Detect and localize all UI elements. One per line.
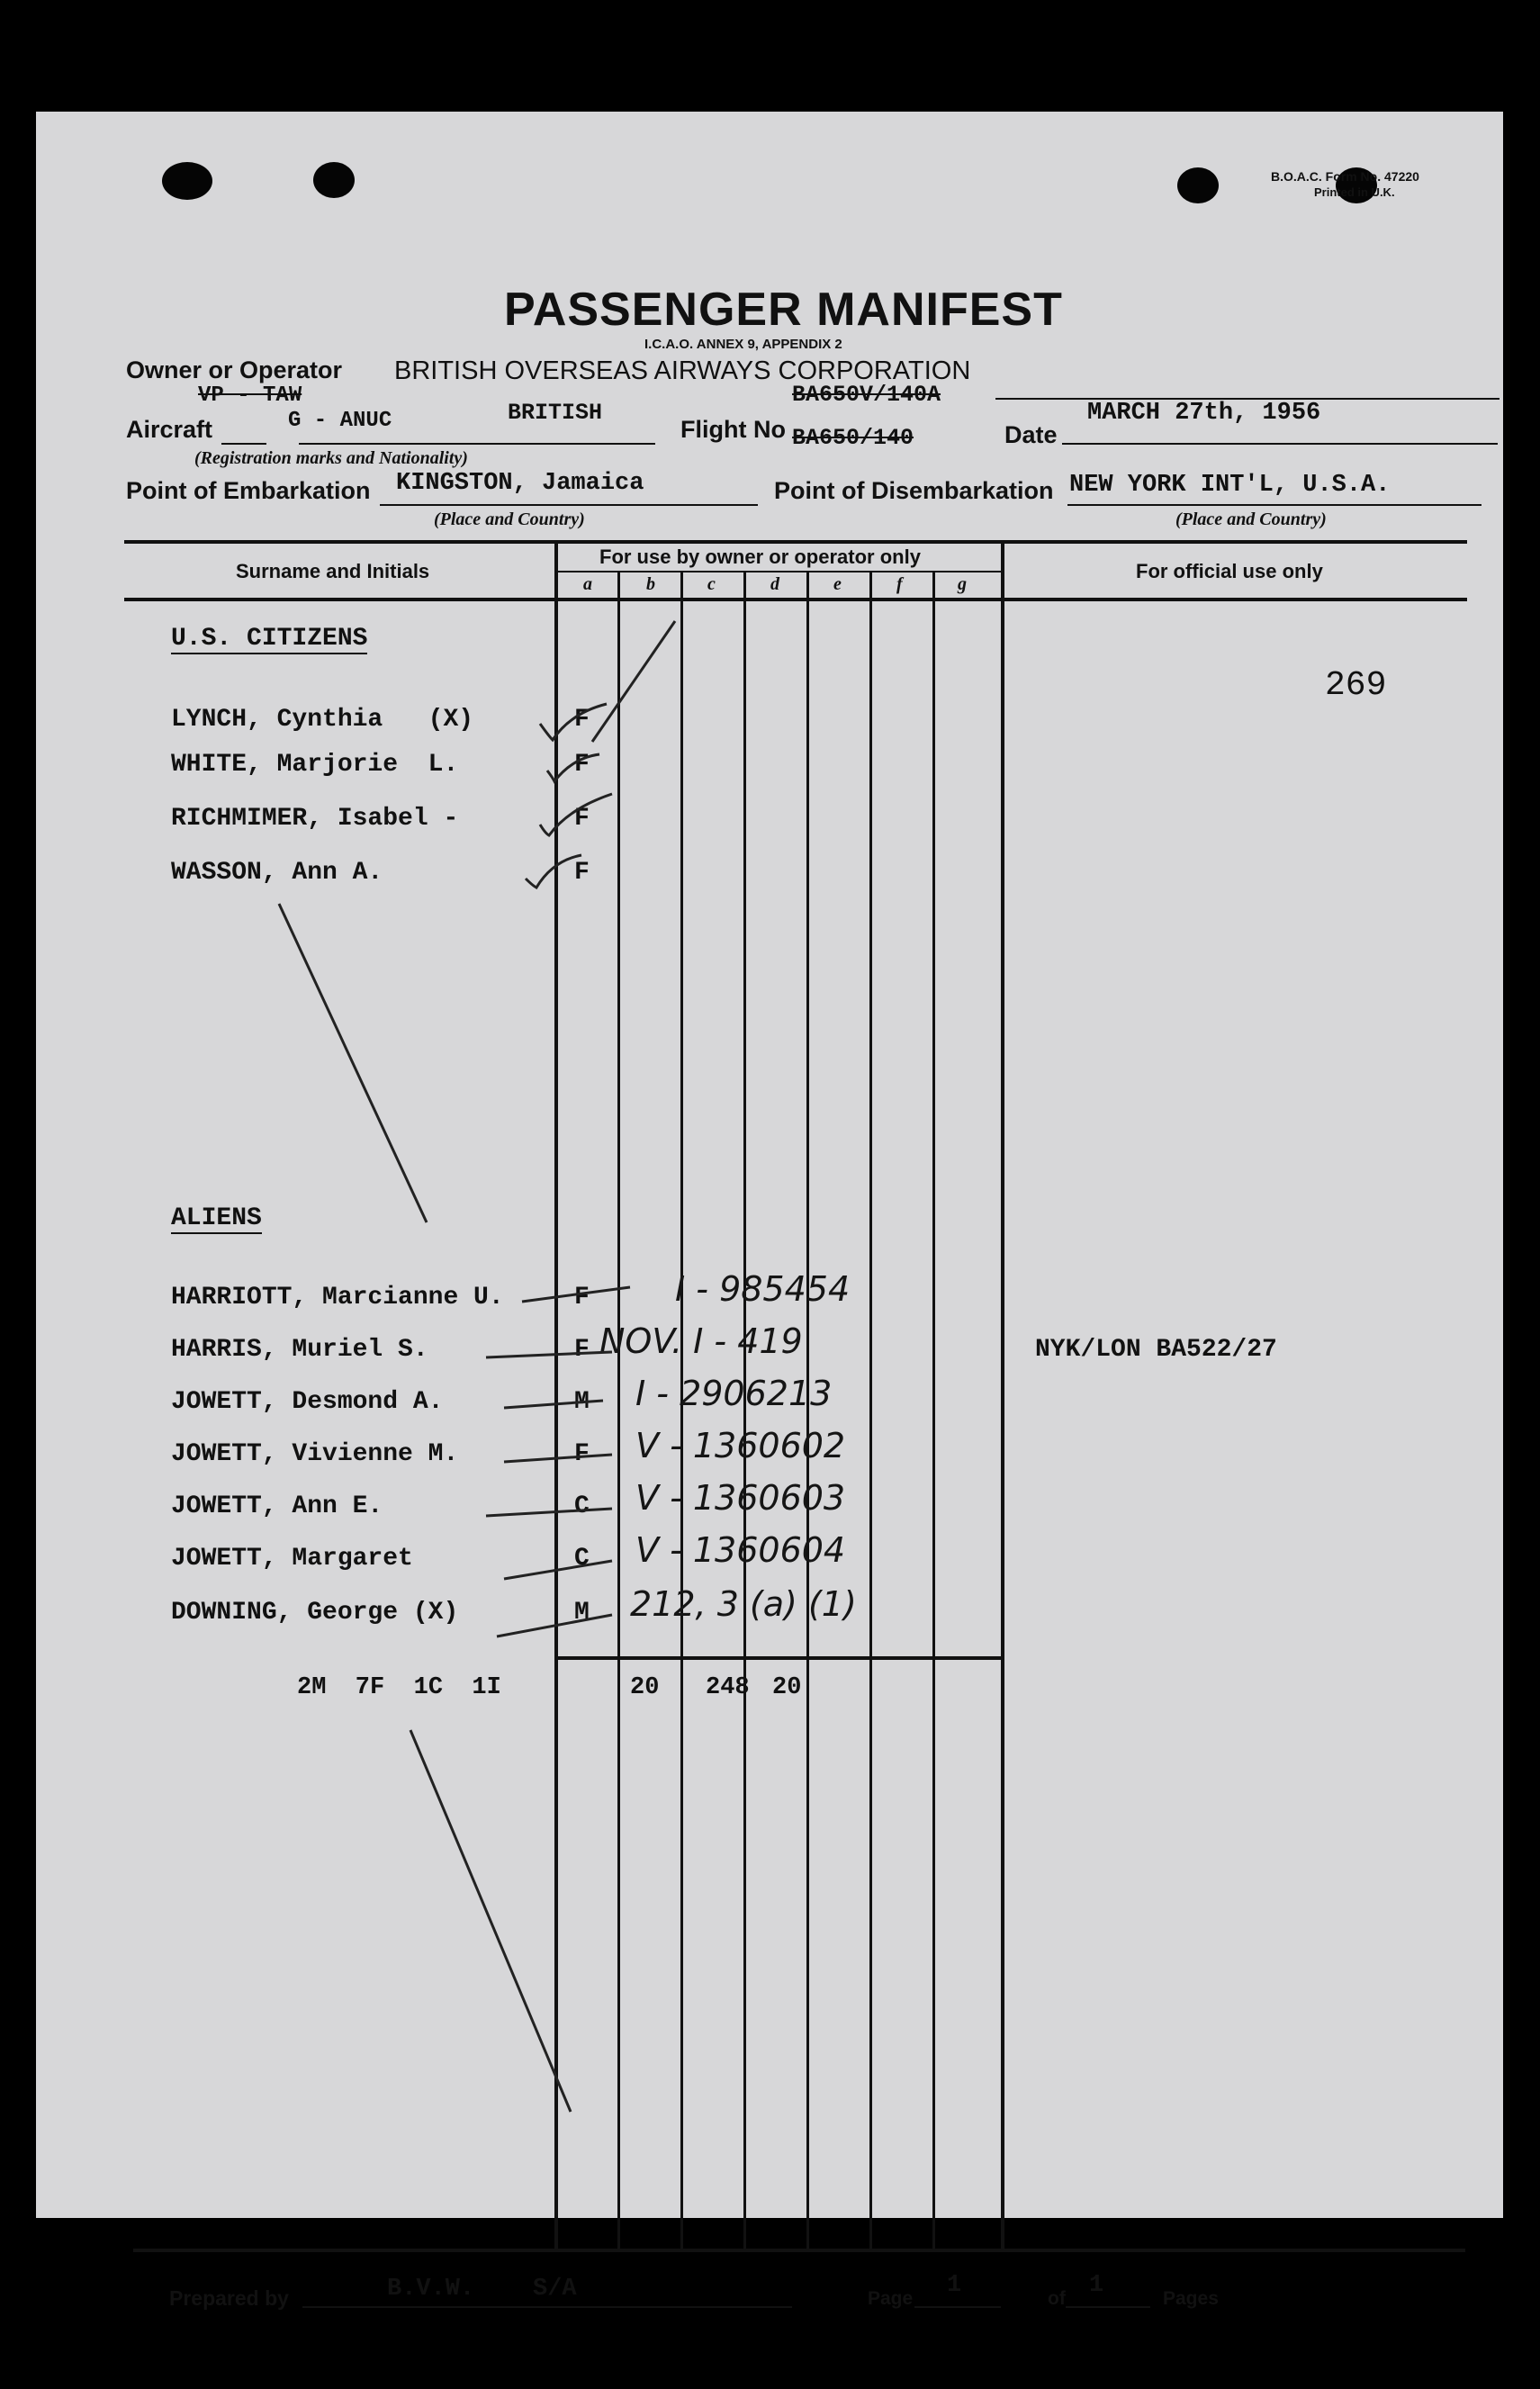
section-us-citizens: U.S. CITIZENS xyxy=(171,625,368,653)
date-value: MARCH 27th, 1956 xyxy=(1087,400,1321,427)
col-owner-use-header: For use by owner or operator only xyxy=(599,545,921,568)
prepared-value: B.V.W. S/A xyxy=(387,2276,577,2303)
alien-passenger-note: NOV. I - 419 xyxy=(599,1321,803,1361)
total-col-d: 20 xyxy=(772,1674,802,1701)
alien-passenger-note: I - 2906213 xyxy=(635,1374,833,1413)
us-passenger-code: F xyxy=(574,751,590,779)
diagonal-slash xyxy=(410,1730,571,2112)
form-number-note: B.O.A.C. Form No. 47220 xyxy=(1271,169,1419,184)
col-letter-e: e xyxy=(833,574,842,594)
us-passenger-name: WHITE, Marjorie L. xyxy=(171,751,459,779)
printed-note: Printed in U.K. xyxy=(1314,185,1395,199)
col-official-header: For official use only xyxy=(1136,560,1323,582)
disembarkation-value: NEW YORK INT'L, U.S.A. xyxy=(1069,472,1391,499)
us-passenger-code: F xyxy=(574,859,590,887)
page-value: 1 xyxy=(947,2272,962,2299)
alien-passenger-code: F xyxy=(574,1284,590,1312)
page-label: Page xyxy=(868,2288,914,2309)
alien-passenger-note: V - 1360602 xyxy=(635,1426,846,1465)
alien-passenger-note: 212, 3 (a) (1) xyxy=(630,1584,857,1624)
us-passenger-name: RICHMIMER, Isabel - xyxy=(171,805,459,833)
flight-no-2: BA650/140 xyxy=(792,425,914,451)
us-passenger-code: F xyxy=(574,805,590,833)
connector-line xyxy=(504,1561,612,1579)
registration-caption: (Registration marks and Nationality) xyxy=(194,448,468,468)
col-letter-g: g xyxy=(958,574,967,594)
embarkation-caption: (Place and Country) xyxy=(434,509,585,529)
embarkation-value: KINGSTON, Jamaica xyxy=(396,470,644,497)
owner-value: BRITISH OVERSEAS AIRWAYS CORPORATION xyxy=(394,356,971,385)
handwritten-marks xyxy=(36,112,1503,2218)
alien-passenger-code: M xyxy=(574,1599,590,1627)
alien-passenger-name: HARRIS, Muriel S. xyxy=(171,1336,428,1364)
embarkation-label: Point of Embarkation xyxy=(126,477,371,504)
col-letter-a: a xyxy=(583,574,592,594)
check-mark xyxy=(526,855,581,888)
stamp-number: 269 xyxy=(1325,666,1387,705)
disembarkation-caption: (Place and Country) xyxy=(1175,509,1327,529)
of-label: of xyxy=(1048,2288,1066,2309)
total-col-c: 248 xyxy=(706,1674,750,1701)
alien-passenger-note: V - 1360603 xyxy=(635,1478,846,1518)
manifest-sheet xyxy=(36,112,1503,2310)
totals-summary: 2M 7F 1C 1I xyxy=(297,1674,501,1701)
flight-no-1: BA650V/140A xyxy=(792,382,941,408)
diagonal-slash xyxy=(592,621,675,742)
official-note: NYK/LON BA522/27 xyxy=(1035,1336,1277,1364)
connector-line xyxy=(497,1615,612,1636)
connector-line xyxy=(486,1509,612,1516)
owner-label: Owner or Operator xyxy=(126,356,343,383)
aircraft-nationality: BRITISH xyxy=(508,400,603,426)
connector-line xyxy=(504,1401,603,1408)
alien-passenger-name: JOWETT, Desmond A. xyxy=(171,1388,444,1416)
alien-passenger-name: JOWETT, Margaret xyxy=(171,1545,413,1573)
connector-line xyxy=(504,1455,612,1462)
page-title: PASSENGER MANIFEST xyxy=(504,284,1063,336)
col-letter-f: f xyxy=(896,574,903,594)
connector-line xyxy=(522,1287,630,1302)
alien-passenger-name: HARRIOTT, Marcianne U. xyxy=(171,1284,504,1312)
alien-passenger-code: F xyxy=(574,1336,590,1364)
disembarkation-label: Point of Disembarkation xyxy=(774,477,1054,504)
col-letter-d: d xyxy=(770,574,779,594)
diagonal-slash xyxy=(279,904,427,1222)
aircraft-label: Aircraft xyxy=(126,416,213,443)
aircraft-reg-line1: VP - TAW xyxy=(198,383,302,408)
pages-label: Pages xyxy=(1163,2288,1219,2309)
connector-line xyxy=(486,1352,612,1357)
alien-passenger-name: DOWNING, George (X) xyxy=(171,1599,459,1627)
alien-passenger-name: JOWETT, Vivienne M. xyxy=(171,1440,459,1468)
alien-passenger-note: V - 1360604 xyxy=(635,1530,846,1570)
us-passenger-code: F xyxy=(574,706,590,734)
alien-passenger-code: C xyxy=(574,1492,590,1520)
us-passenger-name: LYNCH, Cynthia (X) xyxy=(171,706,474,734)
col-letter-c: c xyxy=(707,574,716,594)
us-passenger-name: WASSON, Ann A. xyxy=(171,859,383,887)
check-mark xyxy=(540,794,612,835)
col-surname-header: Surname and Initials xyxy=(236,560,430,582)
pages-value: 1 xyxy=(1089,2272,1104,2299)
section-aliens: ALIENS xyxy=(171,1204,262,1232)
total-col-b: 20 xyxy=(630,1674,660,1701)
alien-passenger-code: C xyxy=(574,1545,590,1573)
prepared-label: Prepared by xyxy=(169,2286,289,2310)
alien-passenger-code: F xyxy=(574,1440,590,1468)
footer-rule xyxy=(133,2249,1465,2252)
col-letter-b: b xyxy=(646,574,655,594)
aircraft-reg-line2: G - ANUC xyxy=(288,409,392,433)
alien-passenger-name: JOWETT, Ann E. xyxy=(171,1492,383,1520)
flight-label: Flight No xyxy=(680,416,786,443)
date-label: Date xyxy=(1004,421,1058,448)
check-mark xyxy=(547,754,599,781)
alien-passenger-code: M xyxy=(574,1388,590,1416)
alien-passenger-note: I - 985454 xyxy=(675,1269,851,1309)
page-subtitle: I.C.A.O. ANNEX 9, APPENDIX 2 xyxy=(644,337,842,352)
